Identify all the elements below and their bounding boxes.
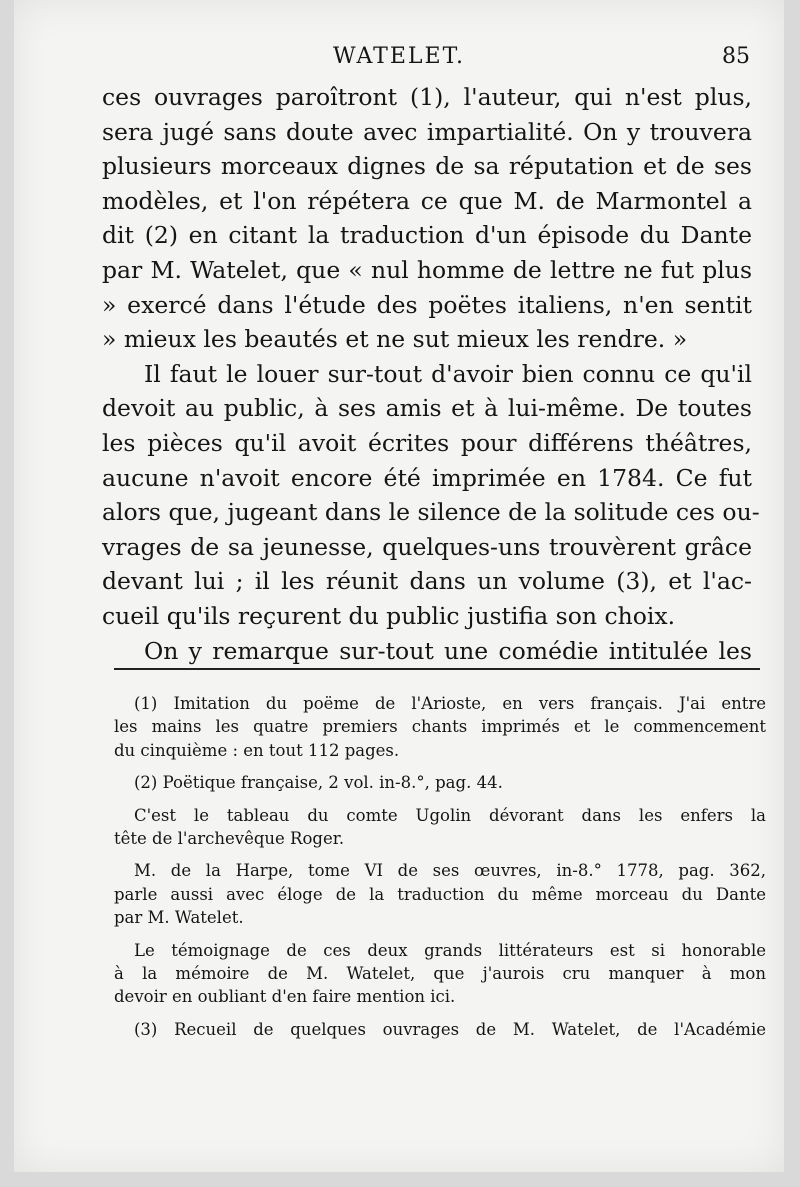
- text-line: plusieurs morceaux dignes de sa réputation et de ses: [102, 152, 752, 181]
- text-line: par M. Watelet, que « nul homme de lettre ne fut plus: [102, 255, 752, 284]
- text-line: Il faut le louer sur-tout d'avoir bien connu ce qu'il: [144, 359, 752, 388]
- footnote-3: [114, 1018, 766, 1041]
- footnote-1: [114, 692, 766, 762]
- text-line: aucune n'avoit encore été imprimée en 1784. Ce fut: [102, 463, 752, 492]
- paragraph-3: [102, 634, 752, 669]
- text-line: alors que, jugeant dans le silence de la solitude ces ou-: [102, 498, 760, 527]
- text-line: devant lui ; il les réunit dans un volume (3), et l'ac-: [102, 567, 752, 596]
- footnote-separator: [114, 668, 760, 670]
- paragraph-2: [102, 357, 760, 634]
- book-page: [14, 0, 784, 1172]
- text-line: sera jugé sans doute avec impartialité. On y trouvera: [102, 117, 752, 146]
- footnote-line: devoir en oubliant d'en faire mention ici.: [114, 987, 456, 1007]
- footnote-2: [114, 771, 766, 794]
- footnote-line: tête de l'archevêque Roger.: [114, 828, 345, 848]
- text-line: devoit au public, à ses amis et à lui-même. De toutes: [102, 394, 752, 423]
- running-head: WATELET.: [332, 44, 466, 69]
- footnote-2-harpe: [114, 859, 766, 929]
- text-line: modèles, et l'on répétera ce que M. de Marmontel a: [102, 186, 752, 215]
- footnote-line: du cinquième : en tout 112 pages.: [114, 740, 400, 760]
- footnote-2-continued: [114, 804, 766, 851]
- footnote-line: C'est le tableau du comte Ugolin dévorant dans les enfers la: [134, 805, 766, 825]
- text-line: ces ouvrages paroîtront (1), l'auteur, qui n'est plus,: [102, 83, 752, 111]
- page-header: [14, 44, 784, 76]
- footnote-line: à la mémoire de M. Watelet, que j'aurois cru manquer à mon: [114, 963, 766, 983]
- text-line: On y remarque sur-tout une comédie intitulée les: [144, 636, 752, 665]
- footnote-2-temoignage: [114, 939, 766, 1009]
- paragraph-1: [102, 80, 752, 357]
- footnote-line: parle aussi avec éloge de la traduction du même morceau du Dante: [114, 884, 766, 904]
- footnote-line: (1) Imitation du poëme de l'Arioste, en vers français. J'ai entre: [134, 694, 766, 713]
- footnote-line: M. de la Harpe, tome VI de ses œuvres, in-8.° 1778, pag. 362,: [134, 861, 766, 881]
- text-line: cueil qu'ils reçurent du public justifia son choix.: [102, 601, 676, 630]
- text-line: vrages de sa jeunesse, quelques-uns trouvèrent grâce: [102, 532, 752, 561]
- footnotes: [114, 692, 766, 1050]
- text-line: les pièces qu'il avoit écrites pour différens théâtres,: [102, 428, 752, 457]
- footnote-line: les mains les quatre premiers chants imprimés et le commencement: [114, 717, 766, 737]
- footnote-line: (3) Recueil de quelques ouvrages de M. Watelet, de l'Académie: [134, 1019, 766, 1039]
- text-line: dit (2) en citant la traduction d'un épisode du Dante: [102, 221, 752, 250]
- text-line: » exercé dans l'étude des poëtes italiens, n'en sentit: [102, 290, 752, 319]
- page-number: 85: [722, 44, 750, 69]
- text-line: » mieux les beautés et ne sut mieux les rendre. »: [102, 325, 688, 354]
- footnote-line: Le témoignage de ces deux grands littérateurs est si honorable: [134, 940, 766, 960]
- main-text: [102, 80, 760, 668]
- footnote-line: par M. Watelet.: [114, 908, 244, 928]
- footnote-line: (2) Poëtique française, 2 vol. in-8.°, pag. 44.: [134, 773, 503, 793]
